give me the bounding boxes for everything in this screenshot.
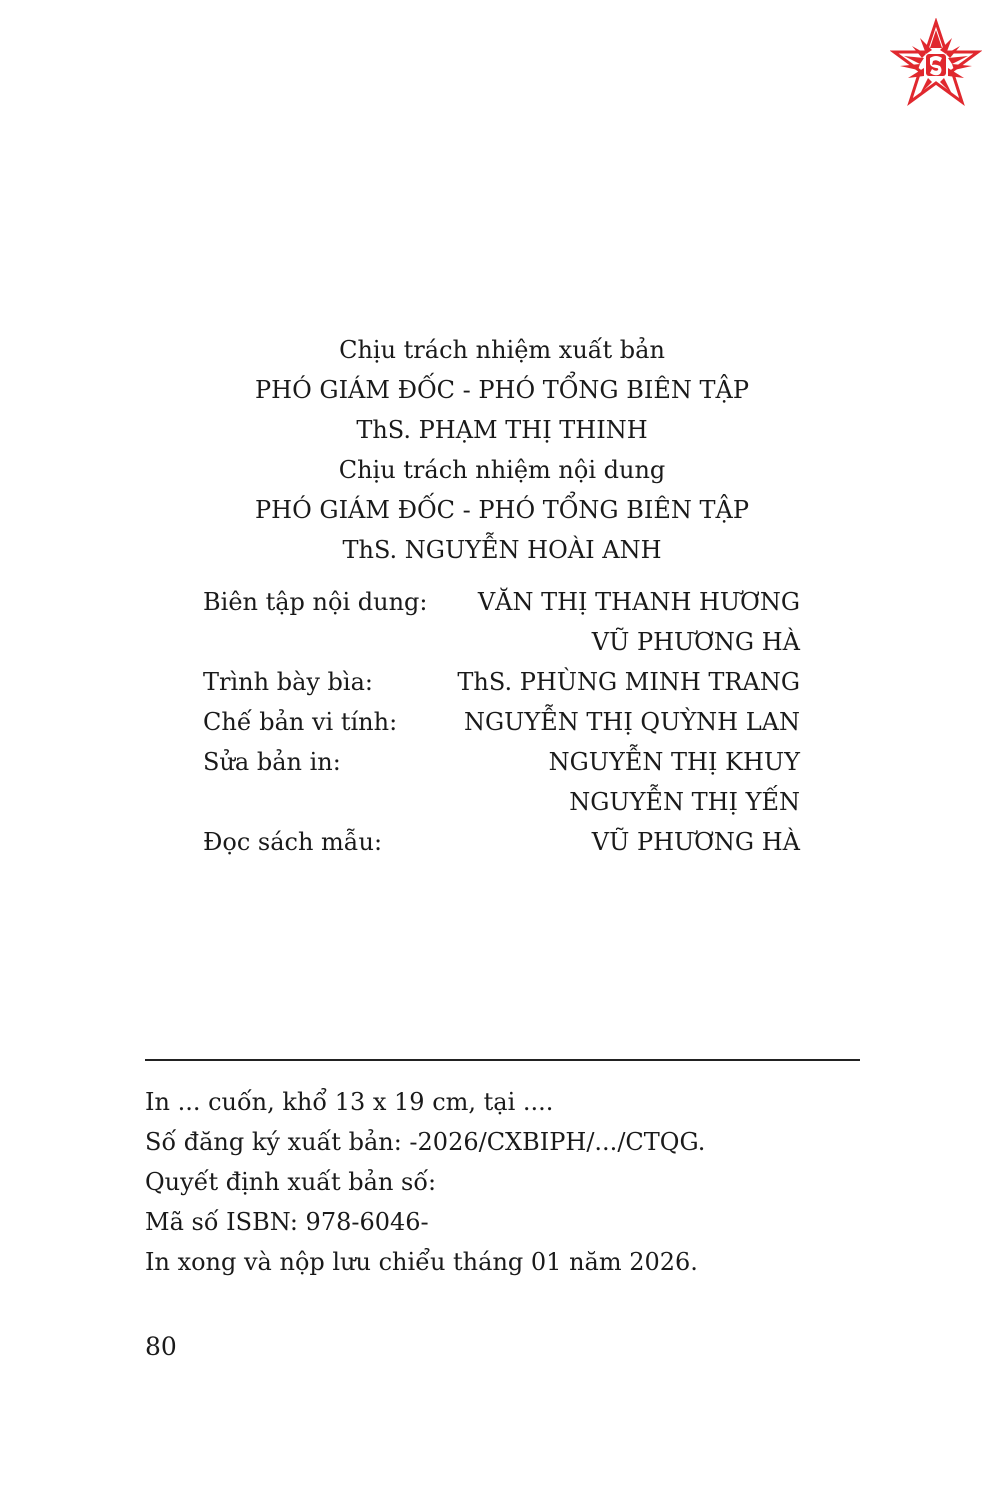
content-responsibility-person: ThS. NGUYỄN HOÀI ANH — [342, 536, 662, 564]
credit-value: VŨ PHƯƠNG HÀ — [591, 628, 800, 656]
isbn: Mã số ISBN: 978-6046- — [145, 1208, 429, 1236]
credit-value: NGUYỄN THỊ QUỲNH LAN — [463, 708, 800, 736]
divider-line — [145, 1059, 860, 1061]
credit-row-content-editor — [203, 582, 800, 622]
credit-row-cover-design — [203, 662, 800, 702]
publishing-responsibility-position: PHÓ GIÁM ĐỐC - PHÓ TỔNG BIÊN TẬP — [255, 376, 749, 404]
responsibility-block — [0, 330, 1000, 570]
publishing-responsibility-heading: Chịu trách nhiệm xuất bản — [339, 336, 665, 364]
publishing-decision: Quyết định xuất bản số: — [145, 1168, 437, 1196]
credit-row-content-editor-2 — [203, 622, 800, 662]
content-responsibility-heading: Chịu trách nhiệm nội dung — [338, 456, 666, 484]
print-info: In ... cuốn, khổ 13 x 19 cm, tại .... — [145, 1088, 554, 1116]
publishing-responsibility-person: ThS. PHẠM THỊ THINH — [356, 416, 648, 444]
credit-row-typesetting — [203, 702, 800, 742]
credit-row-proofreading-2 — [203, 782, 800, 822]
credit-label: Biên tập nội dung: — [203, 588, 428, 616]
publication-info — [145, 1082, 865, 1282]
credit-row-proofreading — [203, 742, 800, 782]
registration-number: Số đăng ký xuất bản: -2026/CXBIPH/.../CTQG. — [145, 1128, 706, 1156]
deposit-info: In xong và nộp lưu chiểu tháng 01 năm 2026. — [145, 1248, 698, 1276]
credit-label: Chế bản vi tính: — [203, 708, 398, 736]
credit-label: Trình bày bìa: — [203, 668, 373, 696]
publisher-star-logo-icon — [890, 18, 982, 110]
credit-label: Sửa bản in: — [203, 748, 341, 776]
credit-value: VŨ PHƯƠNG HÀ — [591, 828, 800, 856]
page-number: 80 — [145, 1332, 177, 1361]
credit-value: NGUYỄN THỊ YẾN — [569, 788, 800, 816]
credits-list — [203, 582, 800, 862]
credit-value: VĂN THỊ THANH HƯƠNG — [477, 588, 800, 616]
credit-label: Đọc sách mẫu: — [203, 828, 383, 856]
credit-row-sample-reading — [203, 822, 800, 862]
credit-value: ThS. PHÙNG MINH TRANG — [457, 668, 800, 696]
credit-value: NGUYỄN THỊ KHUY — [548, 748, 800, 776]
content-responsibility-position: PHÓ GIÁM ĐỐC - PHÓ TỔNG BIÊN TẬP — [255, 496, 749, 524]
publisher-logo — [890, 18, 982, 110]
